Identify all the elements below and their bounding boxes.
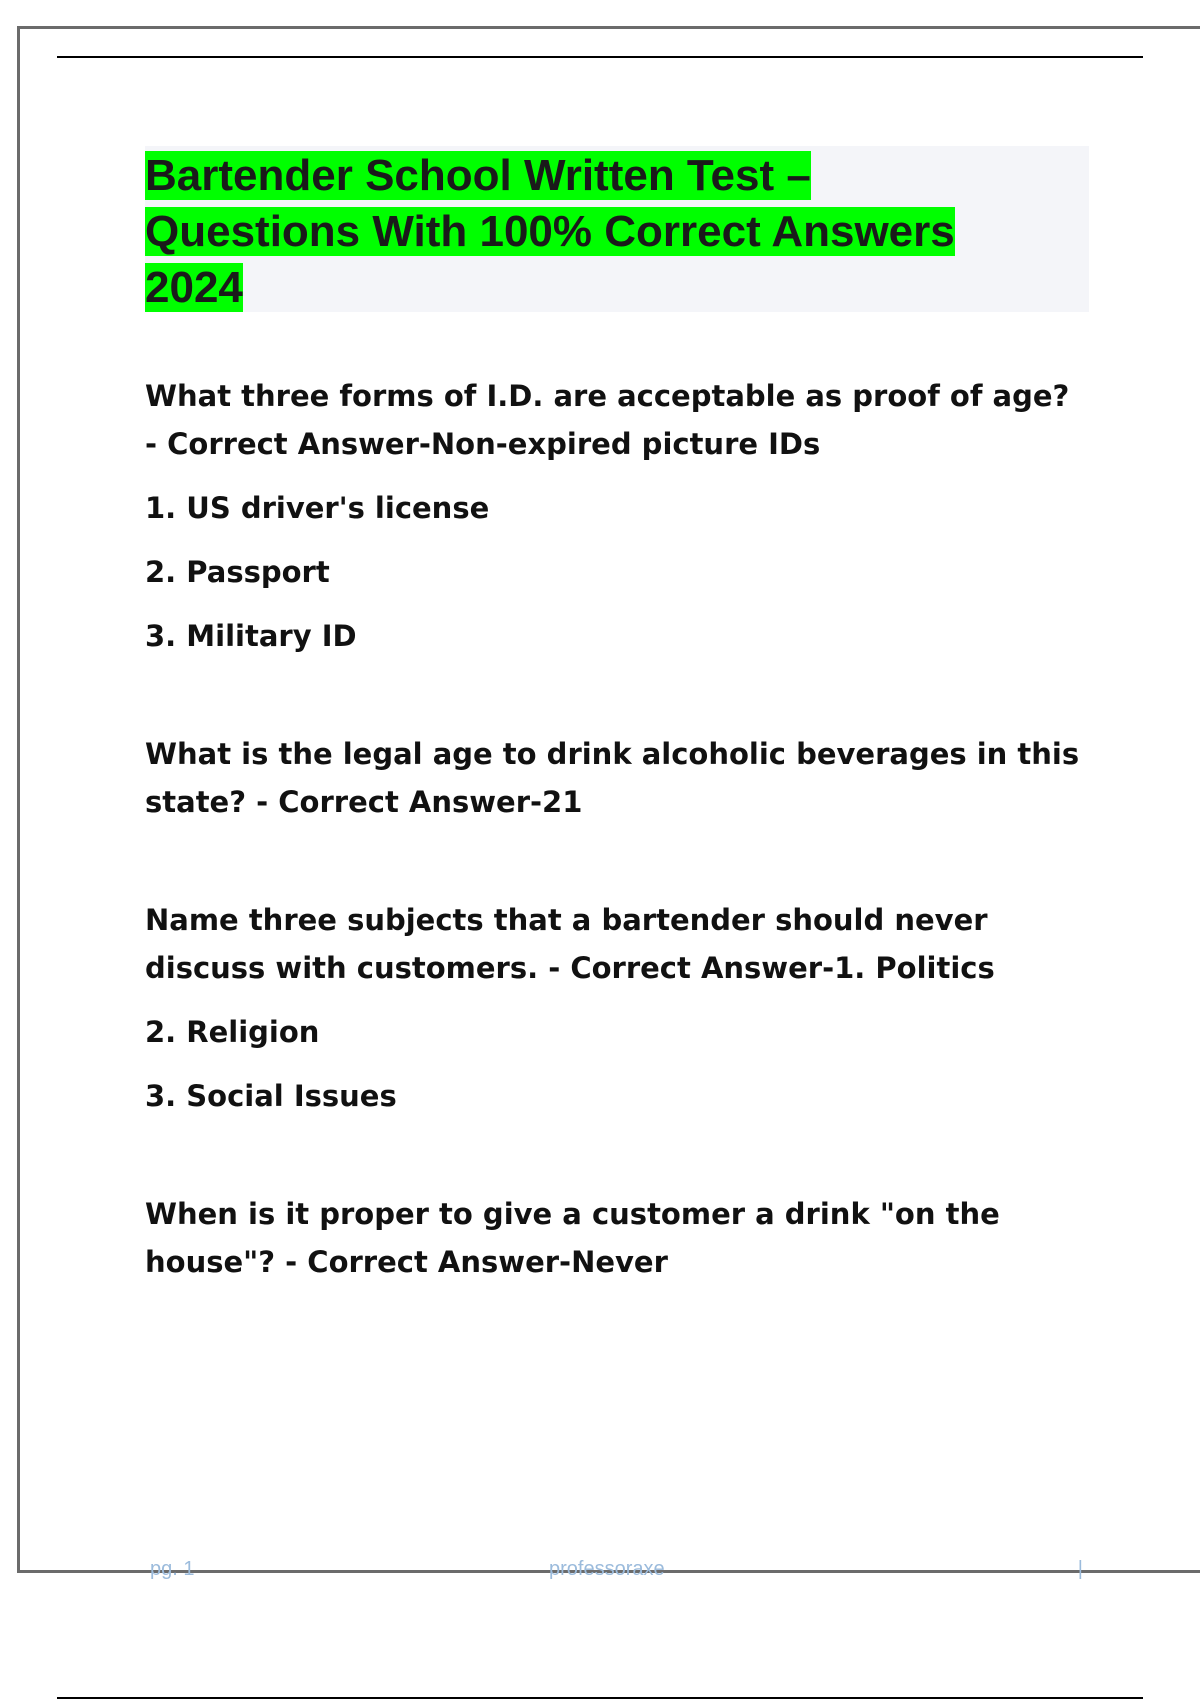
title-line: Questions With 100% Correct Answers: [145, 207, 955, 256]
answer-item: 3. Social Issues: [145, 1079, 397, 1113]
qa-list: [145, 372, 1085, 1286]
answer-item: 3. Military ID: [145, 619, 357, 653]
page-number: pg. 1: [150, 1558, 195, 1580]
footer-rule: [57, 1697, 1143, 1699]
document-title: [145, 146, 1075, 316]
question-text: When is it proper to give a customer a drink "on the house"? - Correct Answer-Never: [145, 1197, 1000, 1279]
footer-separator: |: [1077, 1558, 1083, 1580]
page-footer: [150, 1558, 1090, 1588]
qa-block: [145, 896, 1085, 1120]
title-line: Bartender School Written Test –: [145, 151, 811, 200]
qa-block: [145, 1190, 1085, 1286]
question-text: Name three subjects that a bartender should never discuss with customers. - Correct Answer-1. Politics: [145, 903, 995, 985]
question-text: What is the legal age to drink alcoholic beverages in this state? - Correct Answer-21: [145, 737, 1080, 819]
answer-item: 2. Passport: [145, 555, 330, 589]
qa-block: [145, 372, 1085, 660]
qa-block: [145, 730, 1085, 826]
header-rule: [57, 56, 1143, 58]
answer-item: 2. Religion: [145, 1015, 320, 1049]
footer-author: professoraxe: [549, 1558, 665, 1580]
answer-item: 1. US driver's license: [145, 491, 490, 525]
title-line: 2024: [145, 263, 243, 312]
question-text: What three forms of I.D. are acceptable as proof of age? - Correct Answer-Non-expired picture IDs: [145, 379, 1070, 461]
title-block: [145, 146, 1089, 312]
